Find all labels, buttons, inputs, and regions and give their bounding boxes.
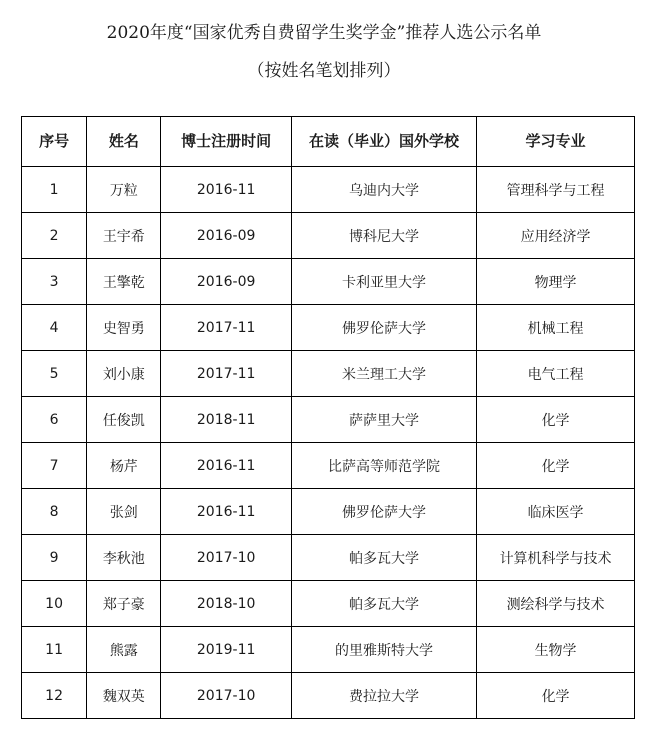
cell-major: 应用经济学 [477,213,635,259]
table-row [22,213,635,259]
cell-school: 博科尼大学 [291,213,476,259]
recommendation-table [21,116,635,719]
table-row [22,351,635,397]
cell-school: 米兰理工大学 [291,351,476,397]
cell-major: 生物学 [477,627,635,673]
cell-index: 10 [22,581,87,627]
cell-registration-date: 2016-11 [161,167,291,213]
cell-name: 杨芹 [87,443,161,489]
cell-name: 张剑 [87,489,161,535]
cell-registration-date: 2017-10 [161,535,291,581]
cell-index: 2 [22,213,87,259]
cell-school: 帕多瓦大学 [291,581,476,627]
table-row [22,397,635,443]
table-row [22,489,635,535]
cell-school: 比萨高等师范学院 [291,443,476,489]
cell-major: 化学 [477,443,635,489]
table-row [22,443,635,489]
cell-registration-date: 2018-11 [161,397,291,443]
cell-index: 11 [22,627,87,673]
cell-index: 8 [22,489,87,535]
cell-name: 魏双英 [87,673,161,719]
table-row [22,581,635,627]
cell-index: 4 [22,305,87,351]
table-row [22,627,635,673]
cell-major: 计算机科学与技术 [477,535,635,581]
cell-name: 郑子豪 [87,581,161,627]
header-index: 序号 [22,117,87,167]
cell-school: 帕多瓦大学 [291,535,476,581]
cell-major: 机械工程 [477,305,635,351]
cell-major: 电气工程 [477,351,635,397]
header-registration-date: 博士注册时间 [161,117,291,167]
cell-name: 刘小康 [87,351,161,397]
cell-registration-date: 2017-11 [161,351,291,397]
cell-school: 佛罗伦萨大学 [291,305,476,351]
cell-registration-date: 2016-11 [161,489,291,535]
cell-major: 临床医学 [477,489,635,535]
cell-registration-date: 2016-11 [161,443,291,489]
cell-index: 7 [22,443,87,489]
cell-index: 6 [22,397,87,443]
cell-school: 萨萨里大学 [291,397,476,443]
cell-school: 费拉拉大学 [291,673,476,719]
cell-school: 乌迪内大学 [291,167,476,213]
cell-registration-date: 2018-10 [161,581,291,627]
table-row [22,259,635,305]
cell-registration-date: 2017-11 [161,305,291,351]
cell-school: 佛罗伦萨大学 [291,489,476,535]
cell-index: 5 [22,351,87,397]
cell-registration-date: 2019-11 [161,627,291,673]
cell-index: 9 [22,535,87,581]
cell-major: 测绘科学与技术 [477,581,635,627]
page-title: 2020年度“国家优秀自费留学生奖学金”推荐人选公示名单 [106,23,542,43]
cell-name: 万粒 [87,167,161,213]
cell-index: 1 [22,167,87,213]
cell-index: 12 [22,673,87,719]
table-row [22,673,635,719]
page-subtitle: （按姓名笔划排列） [247,61,401,81]
header-major: 学习专业 [477,117,635,167]
cell-name: 史智勇 [87,305,161,351]
cell-name: 任俊凯 [87,397,161,443]
cell-registration-date: 2017-10 [161,673,291,719]
cell-school: 的里雅斯特大学 [291,627,476,673]
cell-major: 物理学 [477,259,635,305]
cell-name: 王宇希 [87,213,161,259]
cell-index: 3 [22,259,87,305]
cell-major: 化学 [477,397,635,443]
table-header-row [22,117,635,167]
cell-major: 管理科学与工程 [477,167,635,213]
table-row [22,167,635,213]
table-row [22,535,635,581]
cell-name: 李秋池 [87,535,161,581]
table-row [22,305,635,351]
cell-name: 王擎乾 [87,259,161,305]
cell-registration-date: 2016-09 [161,259,291,305]
cell-major: 化学 [477,673,635,719]
header-school: 在读（毕业）国外学校 [291,117,476,167]
cell-registration-date: 2016-09 [161,213,291,259]
header-name: 姓名 [87,117,161,167]
cell-name: 熊露 [87,627,161,673]
cell-school: 卡利亚里大学 [291,259,476,305]
